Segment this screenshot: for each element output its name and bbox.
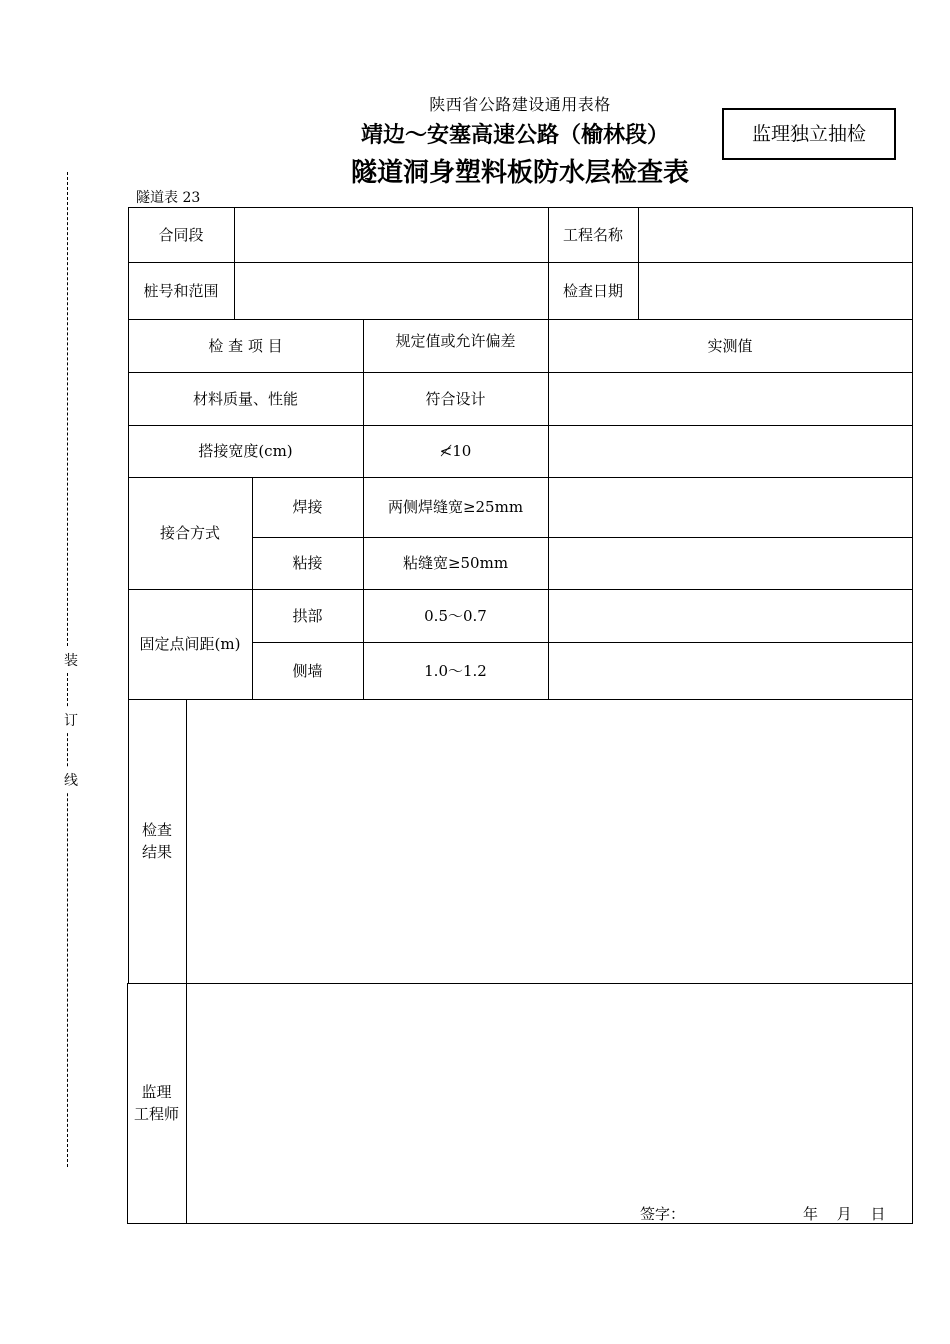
signature-date: 年 月 日	[803, 1205, 886, 1223]
row-glue-spec: 粘缝宽≥50mm	[402, 554, 509, 572]
project-name-value[interactable]	[639, 207, 912, 262]
supervision-stamp: 监理独立抽检	[722, 108, 896, 160]
binding-char-1: 装	[64, 648, 78, 672]
result-content[interactable]	[187, 699, 912, 983]
col-header-item: 检 查 项 目	[208, 336, 283, 355]
col-header-measured: 实测值	[707, 336, 753, 355]
row-glue-item: 粘接	[292, 554, 323, 572]
row-arch-spec: 0.5～0.7	[424, 606, 487, 625]
station-range-value[interactable]	[235, 262, 548, 319]
signature-label: 签字：	[640, 1205, 686, 1223]
row-fix-group-label: 固定点间距(m)	[139, 635, 241, 653]
inspection-date-value[interactable]	[639, 262, 912, 319]
engineer-label	[127, 983, 186, 1223]
row-wall-item: 侧墙	[292, 661, 323, 680]
row-overlap-item: 搭接宽度(cm)	[198, 442, 293, 460]
col-header-spec: 规定值或允许偏差	[395, 332, 516, 350]
row-overlap-spec: ≮10	[439, 442, 472, 460]
result-label-line1: 检查	[141, 821, 172, 839]
engineer-label-line2: 工程师	[133, 1105, 179, 1123]
contract-section-label: 合同段	[158, 225, 204, 244]
project-title: 靖边～安塞高速公路（榆林段）	[360, 123, 669, 148]
result-label	[128, 699, 186, 983]
row-joint-group-label: 接合方式	[159, 524, 220, 542]
form-series-title: 陕西省公路建设通用表格	[429, 95, 611, 114]
binding-char-2: 订	[64, 708, 78, 732]
station-range-label: 桩号和范围	[143, 281, 219, 300]
engineer-label-line1: 监理	[141, 1083, 172, 1101]
form-number: 隧道表 23	[136, 190, 201, 206]
contract-section-value[interactable]	[235, 207, 548, 262]
inspection-date-label: 检查日期	[562, 281, 623, 300]
row-arch-item: 拱部	[292, 606, 323, 625]
form-title: 隧道洞身塑料板防水层检查表	[350, 158, 689, 188]
engineer-content[interactable]	[187, 983, 912, 1223]
project-name-label: 工程名称	[562, 225, 623, 244]
row-weld-item: 焊接	[292, 498, 323, 516]
row-weld-spec: 两侧焊缝宽≥25mm	[387, 498, 524, 516]
binding-char-3: 线	[64, 768, 78, 792]
row-material-item: 材料质量、性能	[192, 389, 298, 408]
row-wall-spec: 1.0～1.2	[424, 661, 487, 680]
row-material-spec: 符合设计	[425, 389, 486, 408]
result-label-line2: 结果	[141, 843, 172, 861]
